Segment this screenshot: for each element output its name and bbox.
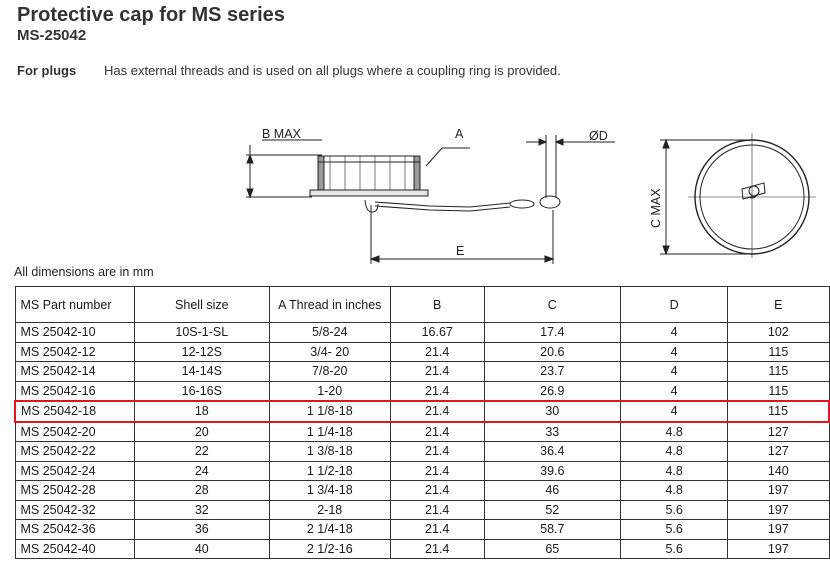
cell-e-value: 115	[728, 362, 829, 382]
cell-d-value: 5.6	[621, 539, 728, 559]
cell-c-value: 52	[484, 500, 621, 520]
c-max-label: C MAX	[649, 188, 663, 228]
for-plugs-label: For plugs	[17, 63, 77, 78]
cell-c-value: 17.4	[484, 323, 621, 343]
cell-a-thread: 1 1/4-18	[269, 422, 390, 442]
header-part-number: MS Part number	[15, 287, 134, 323]
description-text: Has external threads and is used on all plugs where a coupling ring is provided.	[104, 63, 561, 78]
cell-part-number: MS 25042-14	[15, 362, 134, 382]
cell-a-thread: 2 1/2-16	[269, 539, 390, 559]
cell-part-number: MS 25042-40	[15, 539, 134, 559]
cell-e-value: 140	[728, 461, 829, 481]
header-a-thread: A Thread in inches	[269, 287, 390, 323]
cell-d-value: 5.6	[621, 520, 728, 540]
cell-d-value: 4	[621, 342, 728, 362]
table-row	[15, 520, 829, 540]
cell-c-value: 30	[484, 401, 621, 422]
cell-shell-size: 36	[134, 520, 269, 540]
cell-e-value: 197	[728, 539, 829, 559]
cell-a-thread: 1 1/2-18	[269, 461, 390, 481]
table-row	[15, 401, 829, 422]
dimensions-note: All dimensions are in mm	[14, 265, 154, 279]
cell-b-value: 21.4	[390, 520, 484, 540]
cell-b-value: 21.4	[390, 539, 484, 559]
cell-part-number: MS 25042-20	[15, 422, 134, 442]
cell-e-value: 197	[728, 520, 829, 540]
table-row	[15, 323, 829, 343]
cell-b-value: 21.4	[390, 342, 484, 362]
technical-drawing	[0, 0, 830, 270]
cell-d-value: 4	[621, 381, 728, 401]
cell-b-value: 21.4	[390, 481, 484, 501]
cell-part-number: MS 25042-28	[15, 481, 134, 501]
cell-e-value: 115	[728, 381, 829, 401]
a-label: A	[455, 127, 464, 141]
cell-c-value: 65	[484, 539, 621, 559]
cell-c-value: 39.6	[484, 461, 621, 481]
cell-part-number: MS 25042-16	[15, 381, 134, 401]
cell-d-value: 5.6	[621, 500, 728, 520]
cell-d-value: 4.8	[621, 461, 728, 481]
cell-b-value: 21.4	[390, 381, 484, 401]
cell-shell-size: 18	[134, 401, 269, 422]
d-label: ØD	[589, 129, 608, 143]
cell-e-value: 197	[728, 500, 829, 520]
cell-a-thread: 1 1/8-18	[269, 401, 390, 422]
header-b: B	[390, 287, 484, 323]
table-row	[15, 500, 829, 520]
cell-shell-size: 28	[134, 481, 269, 501]
cell-c-value: 23.7	[484, 362, 621, 382]
cell-c-value: 58.7	[484, 520, 621, 540]
cell-part-number: MS 25042-24	[15, 461, 134, 481]
cell-d-value: 4.8	[621, 442, 728, 462]
cell-d-value: 4	[621, 323, 728, 343]
cell-b-value: 16.67	[390, 323, 484, 343]
header-e: E	[728, 287, 829, 323]
cell-d-value: 4	[621, 401, 728, 422]
table-row	[15, 381, 829, 401]
header-shell-size: Shell size	[134, 287, 269, 323]
cell-part-number: MS 25042-18	[15, 401, 134, 422]
cell-a-thread: 7/8-20	[269, 362, 390, 382]
cell-e-value: 127	[728, 422, 829, 442]
cell-part-number: MS 25042-12	[15, 342, 134, 362]
cell-a-thread: 1 3/4-18	[269, 481, 390, 501]
cell-b-value: 21.4	[390, 461, 484, 481]
cell-shell-size: 14-14S	[134, 362, 269, 382]
table-row	[15, 481, 829, 501]
page-title: Protective cap for MS series	[17, 4, 285, 26]
cell-e-value: 115	[728, 401, 829, 422]
table-row	[15, 342, 829, 362]
table-row	[15, 422, 829, 442]
cell-b-value: 21.4	[390, 401, 484, 422]
cell-b-value: 21.4	[390, 422, 484, 442]
cell-d-value: 4	[621, 362, 728, 382]
cell-b-value: 21.4	[390, 442, 484, 462]
cell-a-thread: 1-20	[269, 381, 390, 401]
table-row	[15, 442, 829, 462]
header-d: D	[621, 287, 728, 323]
cell-shell-size: 12-12S	[134, 342, 269, 362]
cell-a-thread: 5/8-24	[269, 323, 390, 343]
table-row	[15, 362, 829, 382]
cell-d-value: 4.8	[621, 422, 728, 442]
b-max-label: B MAX	[262, 127, 301, 141]
cell-part-number: MS 25042-36	[15, 520, 134, 540]
cell-b-value: 21.4	[390, 362, 484, 382]
cell-shell-size: 20	[134, 422, 269, 442]
cell-part-number: MS 25042-10	[15, 323, 134, 343]
cell-shell-size: 16-16S	[134, 381, 269, 401]
cell-shell-size: 10S-1-SL	[134, 323, 269, 343]
cell-a-thread: 2 1/4-18	[269, 520, 390, 540]
cell-part-number: MS 25042-32	[15, 500, 134, 520]
cell-c-value: 26.9	[484, 381, 621, 401]
cell-c-value: 20.6	[484, 342, 621, 362]
cell-shell-size: 24	[134, 461, 269, 481]
cell-e-value: 102	[728, 323, 829, 343]
page-subtitle: MS-25042	[17, 27, 87, 44]
cell-shell-size: 40	[134, 539, 269, 559]
spec-table	[14, 286, 830, 559]
cell-c-value: 46	[484, 481, 621, 501]
cell-e-value: 197	[728, 481, 829, 501]
cell-shell-size: 22	[134, 442, 269, 462]
cell-e-value: 115	[728, 342, 829, 362]
cell-shell-size: 32	[134, 500, 269, 520]
cell-a-thread: 1 3/8-18	[269, 442, 390, 462]
cell-d-value: 4.8	[621, 481, 728, 501]
cell-e-value: 127	[728, 442, 829, 462]
cell-part-number: MS 25042-22	[15, 442, 134, 462]
table-row	[15, 539, 829, 559]
cell-a-thread: 2-18	[269, 500, 390, 520]
cell-c-value: 36.4	[484, 442, 621, 462]
header-c: C	[484, 287, 621, 323]
e-label: E	[456, 244, 465, 258]
table-header-row	[15, 287, 829, 323]
cell-c-value: 33	[484, 422, 621, 442]
cell-a-thread: 3/4- 20	[269, 342, 390, 362]
cell-b-value: 21.4	[390, 500, 484, 520]
table-row	[15, 461, 829, 481]
